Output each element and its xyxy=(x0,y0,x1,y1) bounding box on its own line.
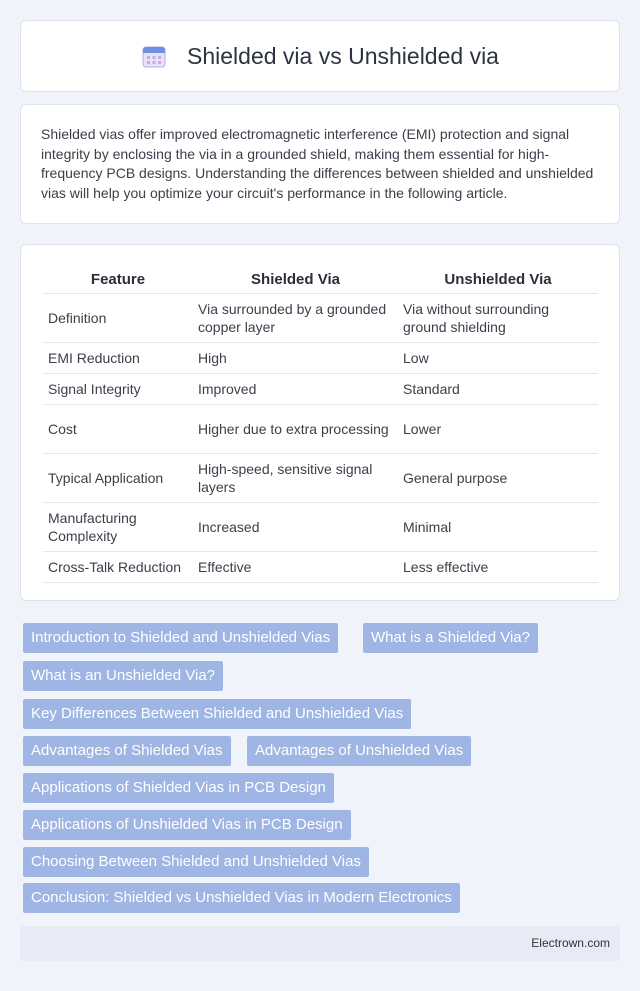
table-cell: Improved xyxy=(193,373,398,404)
link-applications-shielded[interactable]: Applications of Shielded Vias in PCB Design xyxy=(23,773,334,803)
table-cell: General purpose xyxy=(398,453,598,502)
link-choosing[interactable]: Choosing Between Shielded and Unshielded Vias xyxy=(23,847,369,877)
table-row xyxy=(43,502,598,551)
header-feature: Feature xyxy=(43,263,193,293)
table-cell: Via without surrounding ground shielding xyxy=(398,293,598,342)
table-header-row xyxy=(43,263,598,293)
link-conclusion[interactable]: Conclusion: Shielded vs Unshielded Vias in Modern Electronics xyxy=(23,883,460,913)
footer xyxy=(20,926,620,961)
table-cell: Minimal xyxy=(398,502,598,551)
table-cell: Cross-Talk Reduction xyxy=(43,551,193,582)
table-cell: High xyxy=(193,342,398,373)
comparison-table-card xyxy=(20,244,620,601)
header-unshielded: Unshielded Via xyxy=(398,263,598,293)
table-cell: Less effective xyxy=(398,551,598,582)
table-cell: Effective xyxy=(193,551,398,582)
table-row xyxy=(43,453,598,502)
header-shielded: Shielded Via xyxy=(193,263,398,293)
intro-card xyxy=(20,104,620,224)
table-cell: EMI Reduction xyxy=(43,342,193,373)
link-what-is-unshielded[interactable]: What is an Unshielded Via? xyxy=(23,661,223,691)
calendar-icon xyxy=(141,43,167,69)
table-row xyxy=(43,404,598,453)
table-cell: Cost xyxy=(43,404,193,453)
table-cell: Typical Application xyxy=(43,453,193,502)
link-advantages-shielded[interactable]: Advantages of Shielded Vias xyxy=(23,736,231,766)
table-row xyxy=(43,551,598,582)
table-row xyxy=(43,373,598,404)
footer-brand: Electrown.com xyxy=(531,936,610,950)
table-cell: Manufacturing Complexity xyxy=(43,502,193,551)
comparison-table xyxy=(43,263,598,583)
table-cell: Higher due to extra processing xyxy=(193,404,398,453)
page-title: Shielded via vs Unshielded via xyxy=(187,42,499,69)
link-advantages-unshielded[interactable]: Advantages of Unshielded Vias xyxy=(247,736,471,766)
link-key-differences[interactable]: Key Differences Between Shielded and Unshielded Vias xyxy=(23,699,411,729)
intro-text: Shielded vias offer improved electromagnetic interference (EMI) protection and signal integrity by enclosing the via in a grounded shield, making them essential for high-frequency PCB designs. Understanding the differences between shielded and unshielded vias will help you optimize your circuit's performance in the following article. xyxy=(41,126,594,201)
link-introduction[interactable]: Introduction to Shielded and Unshielded Vias xyxy=(23,623,338,653)
table-row xyxy=(43,293,598,342)
title-card xyxy=(20,20,620,92)
table-cell: Low xyxy=(398,342,598,373)
link-what-is-shielded[interactable]: What is a Shielded Via? xyxy=(363,623,538,653)
table-cell: High-speed, sensitive signal layers xyxy=(193,453,398,502)
table-cell: Increased xyxy=(193,502,398,551)
link-applications-unshielded[interactable]: Applications of Unshielded Vias in PCB Design xyxy=(23,810,351,840)
table-row xyxy=(43,342,598,373)
table-cell: Signal Integrity xyxy=(43,373,193,404)
table-cell: Lower xyxy=(398,404,598,453)
table-cell: Standard xyxy=(398,373,598,404)
table-cell: Via surrounded by a grounded copper layer xyxy=(193,293,398,342)
table-cell: Definition xyxy=(43,293,193,342)
